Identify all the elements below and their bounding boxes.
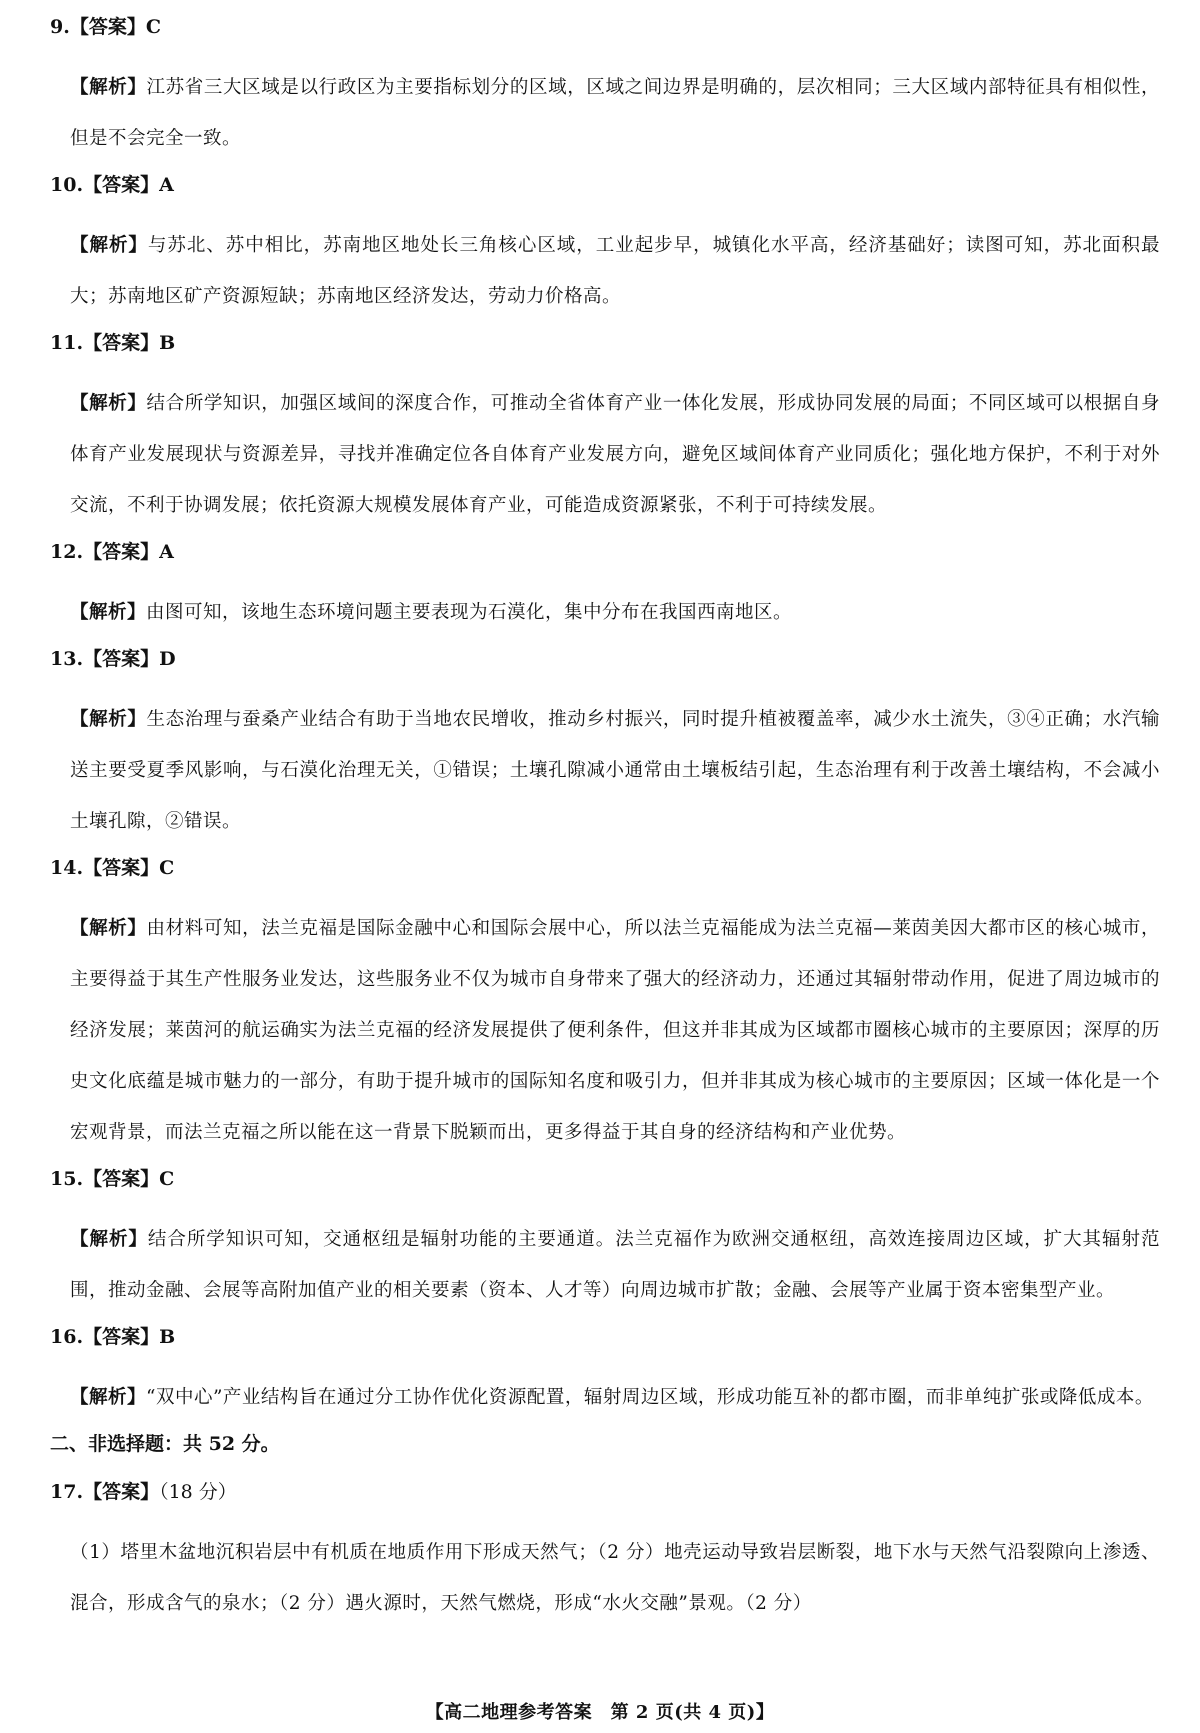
question-number: 10.: [50, 174, 84, 196]
question-10-answer: [50, 172, 1160, 198]
analysis-text: 由图可知，该地生态环境问题主要表现为石漠化，集中分布在我国西南地区。: [146, 602, 793, 623]
analysis-label: 【解析】: [70, 1387, 147, 1408]
question-number: 12.: [50, 541, 84, 563]
analysis-label: 【解析】: [70, 602, 147, 623]
question-13-answer: [50, 646, 1160, 672]
analysis-label: 【解析】: [70, 235, 148, 256]
answer-value: B: [159, 1326, 176, 1348]
answer-label: 【答案】: [83, 857, 160, 879]
score-value: （18 分）: [159, 1481, 237, 1503]
question-14-answer: [50, 855, 1160, 881]
answer-value: C: [159, 1168, 175, 1190]
answer-value: C: [159, 857, 175, 879]
answer-label: 【答案】: [83, 332, 160, 354]
analysis-label: 【解析】: [70, 709, 147, 730]
question-number: 15.: [50, 1168, 84, 1190]
analysis-text: 结合所学知识，加强区域间的深度合作，可推动全省体育产业一体化发展，形成协同发展的局面；不同区域可以根据自身体育产业发展现状与资源差异，寻找并准确定位各自体育产业发展方向，避免区域间体育产业同质化；强化地方保护，不利于对外交流，不利于协调发展；依托资源大规模发展体育产业，可能造成资源紧张，不利于可持续发展。: [70, 393, 1160, 516]
question-number: 14.: [50, 857, 84, 879]
analysis-text: 结合所学知识可知，交通枢纽是辐射功能的主要通道。法兰克福作为欧洲交通枢纽，高效连接周边区域，扩大其辐射范围，推动金融、会展等高附加值产业的相关要素（资本、人才等）向周边城市扩散；金融、会展等产业属于资本密集型产业。: [70, 1229, 1160, 1301]
question-12-answer: [50, 539, 1160, 565]
analysis-text: 生态治理与蚕桑产业结合有助于当地农民增收，推动乡村振兴，同时提升植被覆盖率，减少水土流失，③④正确；水汽输送主要受夏季风影响，与石漠化治理无关，①错误；土壤孔隙减小通常由土壤板结引起，生态治理有利于改善土壤结构，不会减小土壤孔隙，②错误。: [70, 709, 1160, 832]
answer-label: 【答案】: [69, 16, 146, 38]
section-title-non-choice: 二、非选择题：共 52 分。: [50, 1433, 280, 1455]
question-14-analysis: [70, 903, 1160, 1158]
analysis-text: 江苏省三大区域是以行政区为主要指标划分的区域，区域之间边界是明确的，层次相同；三大区域内部特征具有相似性，但是不会完全一致。: [70, 77, 1160, 149]
question-13-analysis: [70, 694, 1160, 847]
analysis-text: 由材料可知，法兰克福是国际金融中心和国际会展中心，所以法兰克福能成为法兰克福—莱茵美因大都市区的核心城市，主要得益于其生产性服务业发达，这些服务业不仅为城市自身带来了强大的经济动力，还通过其辐射带动作用，促进了周边城市的经济发展；莱茵河的航运确实为法兰克福的经济发展提供了便利条件，但这并非其成为区域都市圈核心城市的主要原因；深厚的历史文化底蕴是城市魅力的一部分，有助于提升城市的国际知名度和吸引力，但并非其成为核心城市的主要原因；区域一体化是一个宏观背景，而法兰克福之所以能在这一背景下脱颖而出，更多得益于其自身的经济结构和产业优势。: [70, 918, 1160, 1143]
answer-label: 【答案】: [83, 1326, 160, 1348]
analysis-label: 【解析】: [70, 77, 147, 98]
answer-label: 【答案】: [83, 1168, 160, 1190]
analysis-text: “双中心”产业结构旨在通过分工协作优化资源配置，辐射周边区域，形成功能互补的都市圈，而非单纯扩张或降低成本。: [146, 1387, 1154, 1408]
question-15-answer: [50, 1166, 1160, 1192]
question-number: 16.: [50, 1326, 84, 1348]
question-10-analysis: [70, 220, 1160, 322]
answer-value: B: [159, 332, 176, 354]
answer-label: 【答案】: [83, 541, 160, 563]
answer-value: C: [145, 16, 161, 38]
question-number: 9.: [50, 16, 70, 38]
analysis-label: 【解析】: [70, 1229, 148, 1250]
answer-label: 【答案】: [83, 648, 160, 670]
question-number: 17.: [50, 1481, 84, 1503]
question-11-answer: [50, 330, 1160, 356]
answer-label: 【答案】: [83, 174, 160, 196]
analysis-label: 【解析】: [70, 918, 147, 939]
page-footer: 【高二地理参考答案 第 2 页(共 4 页)】: [425, 1702, 775, 1723]
answer-label: 【答案】: [83, 1481, 160, 1503]
answer-value: D: [159, 648, 176, 670]
question-12-analysis: [70, 587, 1160, 638]
answer-value: A: [159, 541, 174, 563]
question-9-analysis: [70, 62, 1160, 164]
question-16-answer: [50, 1324, 1160, 1350]
question-11-analysis: [70, 378, 1160, 531]
question-17-answer: [50, 1479, 1160, 1505]
analysis-text: 与苏北、苏中相比，苏南地区地处长三角核心区域，工业起步早，城镇化水平高，经济基础好；读图可知，苏北面积最大；苏南地区矿产资源短缺；苏南地区经济发达，劳动力价格高。: [70, 235, 1160, 307]
question-9-answer: [50, 14, 1160, 40]
analysis-label: 【解析】: [70, 393, 147, 414]
question-number: 13.: [50, 648, 84, 670]
question-17-part-1: （1）塔里木盆地沉积岩层中有机质在地质作用下形成天然气；（2 分）地壳运动导致岩层断裂，地下水与天然气沿裂隙向上渗透、混合，形成含气的泉水；（2 分）遇火源时，天然气燃烧，形成“水火交融”景观。（2 分）: [70, 1542, 1160, 1614]
answer-value: A: [159, 174, 174, 196]
question-16-analysis: [70, 1372, 1160, 1423]
question-15-analysis: [70, 1214, 1160, 1316]
question-number: 11.: [50, 332, 84, 354]
